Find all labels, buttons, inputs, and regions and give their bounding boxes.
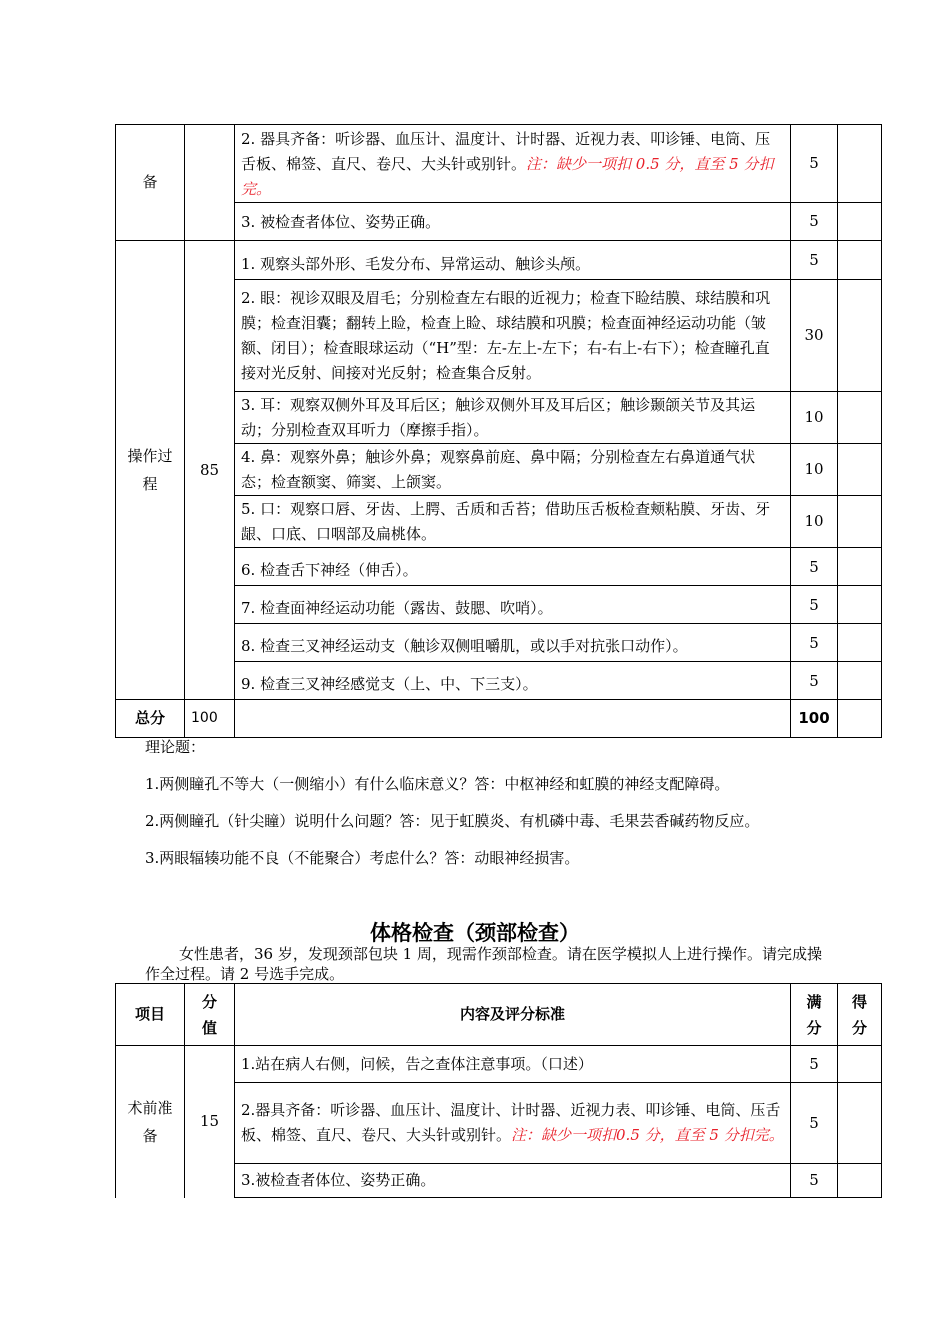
criteria-cell xyxy=(235,241,791,280)
theory-question-3: 3.两眼辐辏功能不良（不能聚合）考虑什么？答：动眼神经损害。 xyxy=(145,849,580,867)
criteria-text: 2.器具齐备：听诊器、血压计、温度计、计时器、近视力表、叩诊锤、电筒、压舌板、棉签、直尺、卷尺、大头针或别针。 xyxy=(241,1101,781,1144)
max-score: 5 xyxy=(791,586,838,624)
theory-question-1: 1.两侧瞳孔不等大（一侧缩小）有什么临床意义？答：中枢神经和虹膜的神经支配障碍。 xyxy=(145,775,730,793)
criteria-cell xyxy=(235,548,791,586)
score-input-cell[interactable] xyxy=(838,1046,882,1083)
header-item: 项目 xyxy=(116,984,185,1046)
exam-table-neck xyxy=(115,983,882,1198)
section-label-prep: 术前准备 xyxy=(116,1046,185,1198)
criteria-text: 8. 检查三叉神经运动支（触诊双侧咀嚼肌，或以手对抗张口动作）。 xyxy=(241,637,688,655)
criteria-cell xyxy=(235,586,791,624)
criteria-text: 2. 眼：视诊双眼及眉毛；分别检查左右眼的近视力；检查下睑结膜、球结膜和巩膜；检查泪囊；翻转上睑，检查上睑、球结膜和巩膜；检查面神经运动功能（皱额、闭目）；检查眼球运动（“H”型：左-左上-左下；右-右上-右下）；检查瞳孔直接对光反射、间接对光反射；检查集合反射。 xyxy=(241,289,771,382)
criteria-cell xyxy=(235,1083,791,1164)
total-label: 总分 xyxy=(116,700,185,738)
header-content: 内容及评分标准 xyxy=(235,984,791,1046)
section-score-prep xyxy=(185,125,235,241)
criteria-text: 7. 检查面神经运动功能（露齿、鼓腮、吹哨）。 xyxy=(241,599,553,617)
score-input-cell[interactable] xyxy=(838,392,882,444)
section-title: 体格检查（颈部检查） xyxy=(370,920,580,945)
max-score: 5 xyxy=(791,125,838,203)
criteria-text: 9. 检查三叉神经感觉支（上、中、下三支）。 xyxy=(241,675,538,693)
criteria-text: 5. 口：观察口唇、牙齿、上腭、舌质和舌苔；借助压舌板检查颊粘膜、牙齿、牙龈、口底、口咽部及扁桃体。 xyxy=(241,500,771,543)
section-score-prep: 15 xyxy=(185,1046,235,1198)
criteria-text: 3. 被检查者体位、姿势正确。 xyxy=(241,213,441,231)
criteria-cell xyxy=(235,203,791,241)
score-input-cell[interactable] xyxy=(838,241,882,280)
section-label-procedure: 操作过程 xyxy=(116,241,185,700)
criteria-text: 2. 器具齐备：听诊器、血压计、温度计、计时器、近视力表、叩诊锤、电筒、压舌板、棉签、直尺、卷尺、大头针或别针。 xyxy=(241,130,771,173)
total-score: 100 xyxy=(185,700,235,738)
score-input-cell[interactable] xyxy=(838,662,882,700)
max-score: 5 xyxy=(791,624,838,662)
exam-table-head-face xyxy=(115,124,882,738)
criteria-cell xyxy=(235,444,791,496)
max-score: 5 xyxy=(791,1046,838,1083)
case-intro xyxy=(145,944,825,984)
section-score-procedure: 85 xyxy=(185,241,235,700)
case-intro-text: 女性患者，36 岁，发现颈部包块 1 周，现需作颈部检查。请在医学模拟人上进行操作。请完成操作全过程。请 2 号选手完成。 xyxy=(145,945,822,983)
max-score: 5 xyxy=(791,241,838,280)
max-score: 10 xyxy=(791,496,838,548)
criteria-cell xyxy=(235,280,791,392)
score-input-cell[interactable] xyxy=(838,203,882,241)
max-score: 5 xyxy=(791,1164,838,1198)
max-score: 5 xyxy=(791,1083,838,1164)
score-input-cell[interactable] xyxy=(838,496,882,548)
criteria-text: 1. 观察头部外形、毛发分布、异常运动、触诊头颅。 xyxy=(241,255,591,273)
max-score: 5 xyxy=(791,203,838,241)
score-input-cell[interactable] xyxy=(838,548,882,586)
score-input-cell[interactable] xyxy=(838,280,882,392)
score-input-cell[interactable] xyxy=(838,1164,882,1198)
total-content-cell xyxy=(235,700,791,738)
theory-heading: 理论题： xyxy=(145,738,206,756)
criteria-cell xyxy=(235,1164,791,1198)
criteria-cell xyxy=(235,662,791,700)
max-score: 10 xyxy=(791,444,838,496)
criteria-text: 6. 检查舌下神经（伸舌）。 xyxy=(241,561,418,579)
deduction-note: 注：缺少一项扣 0.5 分，直至 5 分扣完。 xyxy=(241,155,774,198)
score-input-cell[interactable] xyxy=(838,444,882,496)
criteria-cell xyxy=(235,125,791,203)
max-score: 5 xyxy=(791,548,838,586)
max-score: 5 xyxy=(791,662,838,700)
criteria-cell xyxy=(235,624,791,662)
score-input-cell[interactable] xyxy=(838,1083,882,1164)
score-input-cell[interactable] xyxy=(838,624,882,662)
criteria-text: 3. 耳：观察双侧外耳及耳后区；触诊双侧外耳及耳后区；触诊颞颌关节及其运动；分别检查双耳听力（摩擦手指）。 xyxy=(241,396,756,439)
deduction-note: 注：缺少一项扣0.5 分，直至 5 分扣完。 xyxy=(511,1126,784,1144)
total-max: 100 xyxy=(791,700,838,738)
criteria-text: 3.被检查者体位、姿势正确。 xyxy=(241,1171,436,1189)
max-score: 10 xyxy=(791,392,838,444)
theory-question-2: 2.两侧瞳孔（针尖瞳）说明什么问题？答：见于虹膜炎、有机磷中毒、毛果芸香碱药物反应。 xyxy=(145,812,760,830)
header-max: 满分 xyxy=(791,984,838,1046)
total-score-input[interactable] xyxy=(838,700,882,738)
score-input-cell[interactable] xyxy=(838,586,882,624)
score-input-cell[interactable] xyxy=(838,125,882,203)
max-score: 30 xyxy=(791,280,838,392)
criteria-cell xyxy=(235,392,791,444)
criteria-text: 1.站在病人右侧，问候，告之查体注意事项。（口述） xyxy=(241,1055,593,1073)
criteria-cell xyxy=(235,496,791,548)
criteria-cell xyxy=(235,1046,791,1083)
header-got: 得分 xyxy=(838,984,882,1046)
criteria-text: 4. 鼻：观察外鼻；触诊外鼻；观察鼻前庭、鼻中隔；分别检查左右鼻道通气状态；检查额窦、筛窦、上颌窦。 xyxy=(241,448,756,491)
section-label-prep: 备 xyxy=(116,125,185,241)
header-score: 分值 xyxy=(185,984,235,1046)
